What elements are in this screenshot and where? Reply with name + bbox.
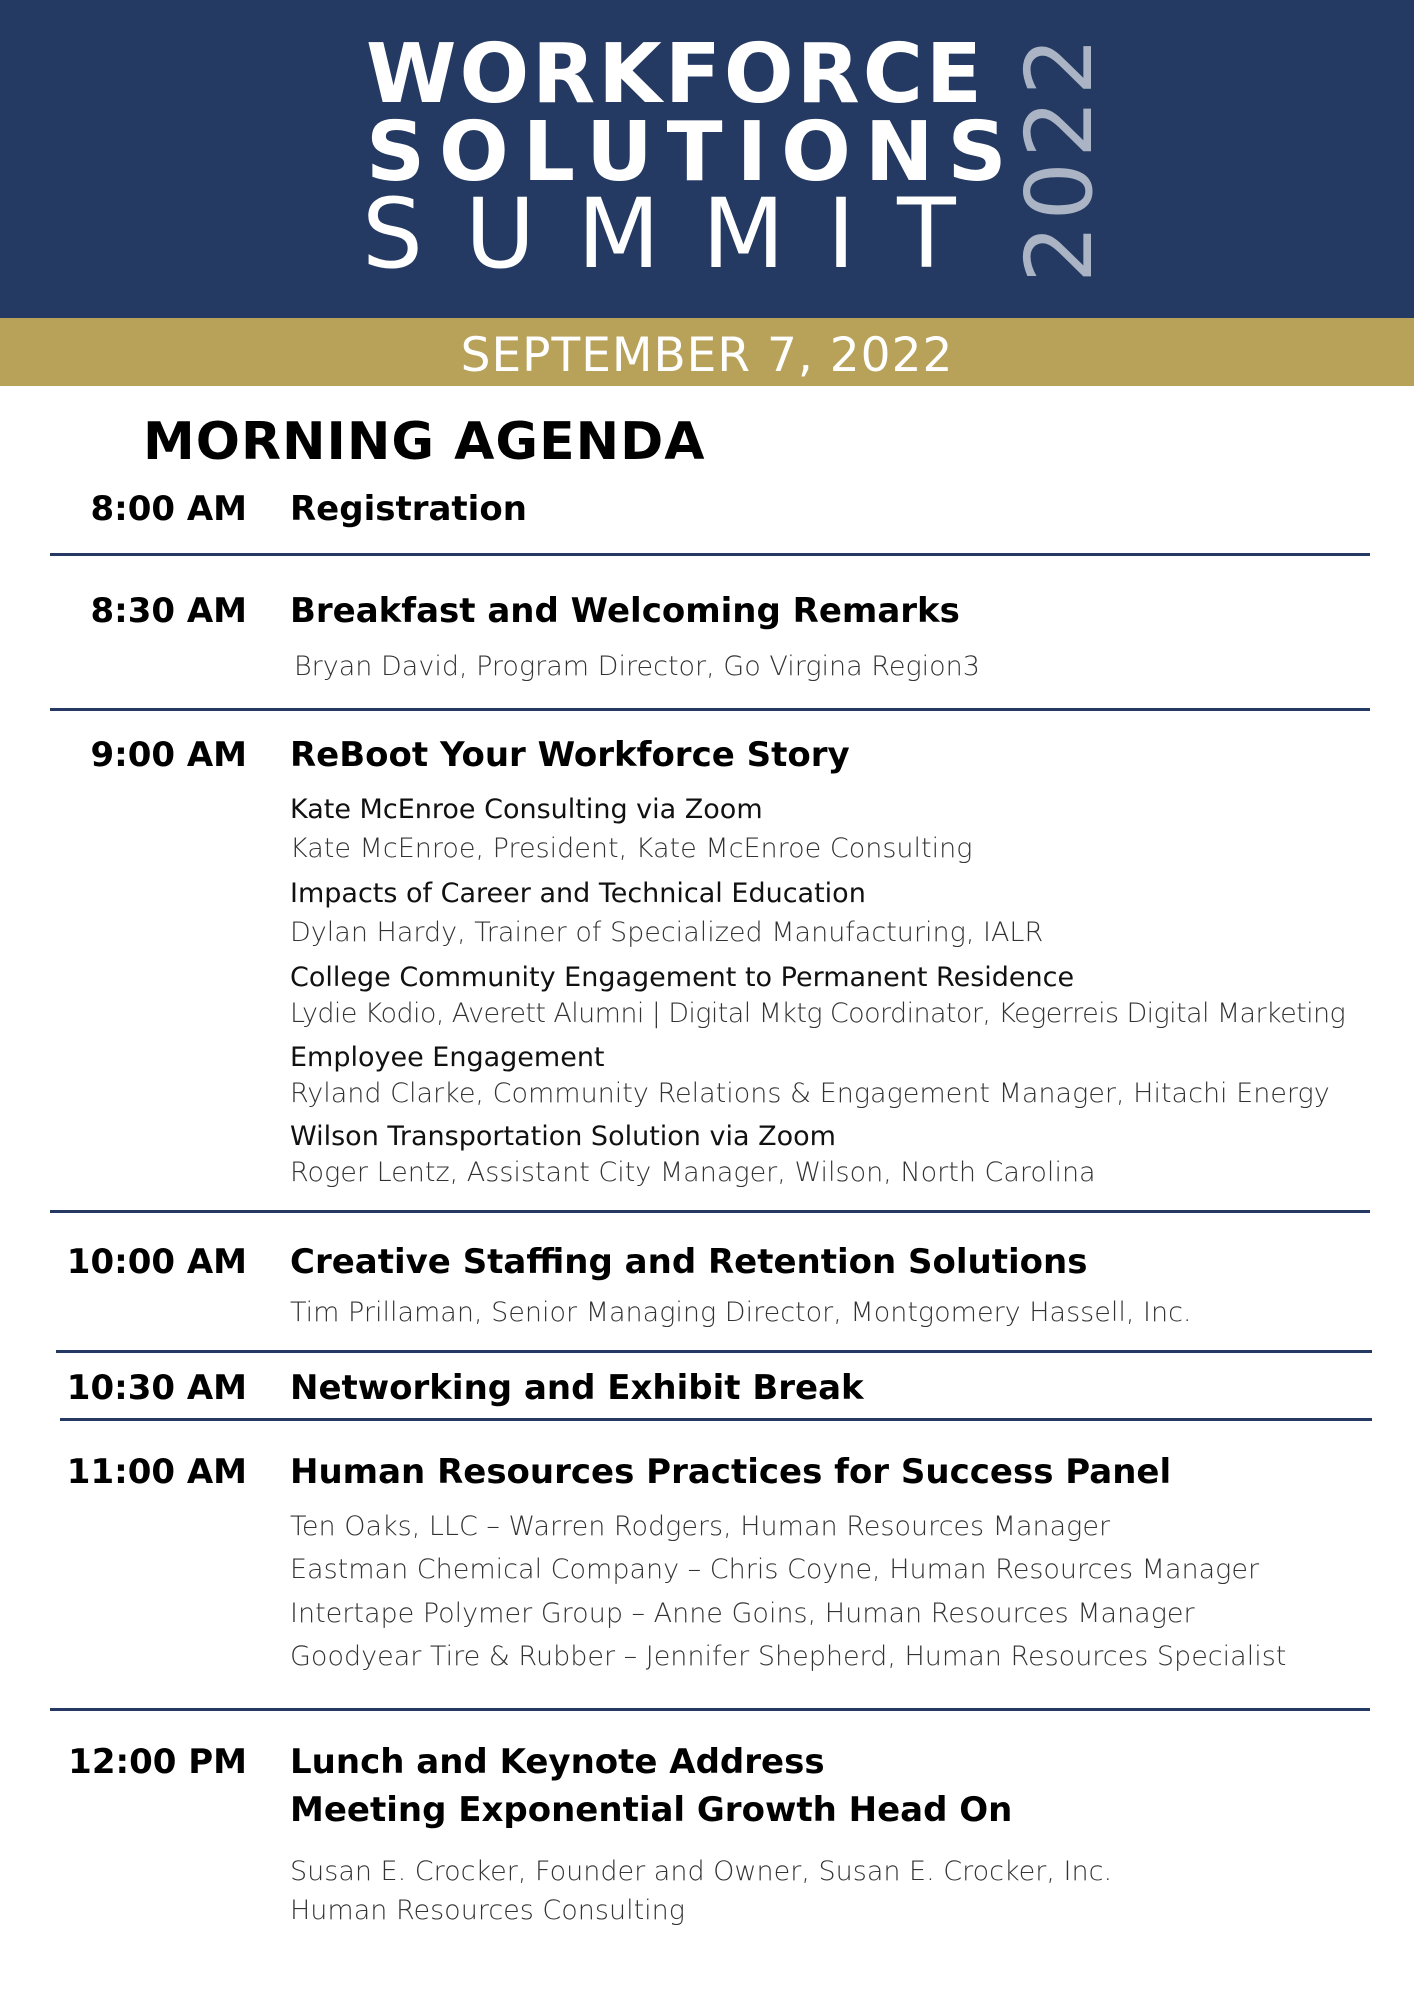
title-line-summit: SUMMIT	[362, 178, 998, 290]
event-date-band: SEPTEMBER 7, 2022	[0, 318, 1414, 386]
divider	[50, 708, 1370, 711]
time-0800: 8:00 AM	[90, 489, 247, 529]
time-1200: 12:00 PM	[68, 1742, 247, 1782]
keynote-speaker: Susan E. Crocker, Founder and Owner, Susan E. Crocker, Inc.	[290, 1856, 1113, 1887]
title-line-workforce: WORKFORCE	[366, 27, 985, 122]
session-title-breakfast: Breakfast and Welcoming Remarks	[290, 591, 960, 631]
time-0900: 9:00 AM	[90, 735, 247, 775]
session-title-lunch: Lunch and Keynote Address	[290, 1742, 825, 1782]
divider	[60, 1418, 1372, 1421]
title-line-solutions: SOLUTIONS	[366, 105, 1021, 200]
speaker-bryan-david: Bryan David, Program Director, Go Virgina Region3	[294, 651, 980, 682]
talk-topic: Employee Engagement	[290, 1042, 605, 1073]
talk-topic: Impacts of Career and Technical Education	[290, 878, 866, 909]
panelist: Ten Oaks, LLC – Warren Rodgers, Human Resources Manager	[290, 1511, 1111, 1542]
talk-speaker: Ryland Clarke, Community Relations & Engagement Manager, Hitachi Energy	[290, 1078, 1330, 1109]
talk-topic: Kate McEnroe Consulting via Zoom	[290, 794, 763, 825]
talk-topic: College Community Engagement to Permanent Residence	[290, 962, 1075, 993]
time-1000: 10:00 AM	[66, 1242, 247, 1282]
keynote-speaker-affiliation: Human Resources Consulting	[290, 1895, 685, 1926]
speaker-tim-prillaman: Tim Prillaman, Senior Managing Director, Montgomery Hassell, Inc.	[290, 1297, 1192, 1328]
talk-topic: Wilson Transportation Solution via Zoom	[290, 1121, 836, 1152]
talk-speaker: Roger Lentz, Assistant City Manager, Wilson, North Carolina	[290, 1157, 1096, 1188]
divider	[50, 553, 1370, 556]
divider	[50, 1210, 1370, 1213]
session-title-hr-panel: Human Resources Practices for Success Panel	[290, 1452, 1172, 1492]
divider	[50, 1708, 1370, 1711]
agenda-title: MORNING AGENDA	[143, 412, 706, 472]
time-0830: 8:30 AM	[90, 591, 247, 631]
keynote-title: Meeting Exponential Growth Head On	[290, 1790, 1013, 1830]
panelist: Intertape Polymer Group – Anne Goins, Human Resources Manager	[290, 1598, 1195, 1629]
talk-speaker: Kate McEnroe, President, Kate McEnroe Consulting	[290, 833, 973, 864]
session-title-reboot: ReBoot Your Workforce Story	[290, 735, 850, 775]
session-title-staffing: Creative Staffing and Retention Solutions	[290, 1242, 1088, 1282]
header-banner	[0, 0, 1414, 318]
panelist: Eastman Chemical Company – Chris Coyne, Human Resources Manager	[290, 1554, 1260, 1585]
session-title-registration: Registration	[290, 489, 527, 529]
time-1030: 10:30 AM	[66, 1368, 247, 1408]
panelist: Goodyear Tire & Rubber – Jennifer Shepherd, Human Resources Specialist	[290, 1641, 1287, 1672]
session-title-networking: Networking and Exhibit Break	[290, 1368, 864, 1408]
divider	[56, 1350, 1372, 1353]
talk-speaker: Dylan Hardy, Trainer of Specialized Manufacturing, IALR	[290, 917, 1044, 948]
time-1100: 11:00 AM	[66, 1452, 247, 1492]
year-vertical: 2022	[1006, 32, 1113, 284]
talk-speaker: Lydie Kodio, Averett Alumni | Digital Mktg Coordinator, Kegerreis Digital Marketing	[290, 998, 1346, 1029]
